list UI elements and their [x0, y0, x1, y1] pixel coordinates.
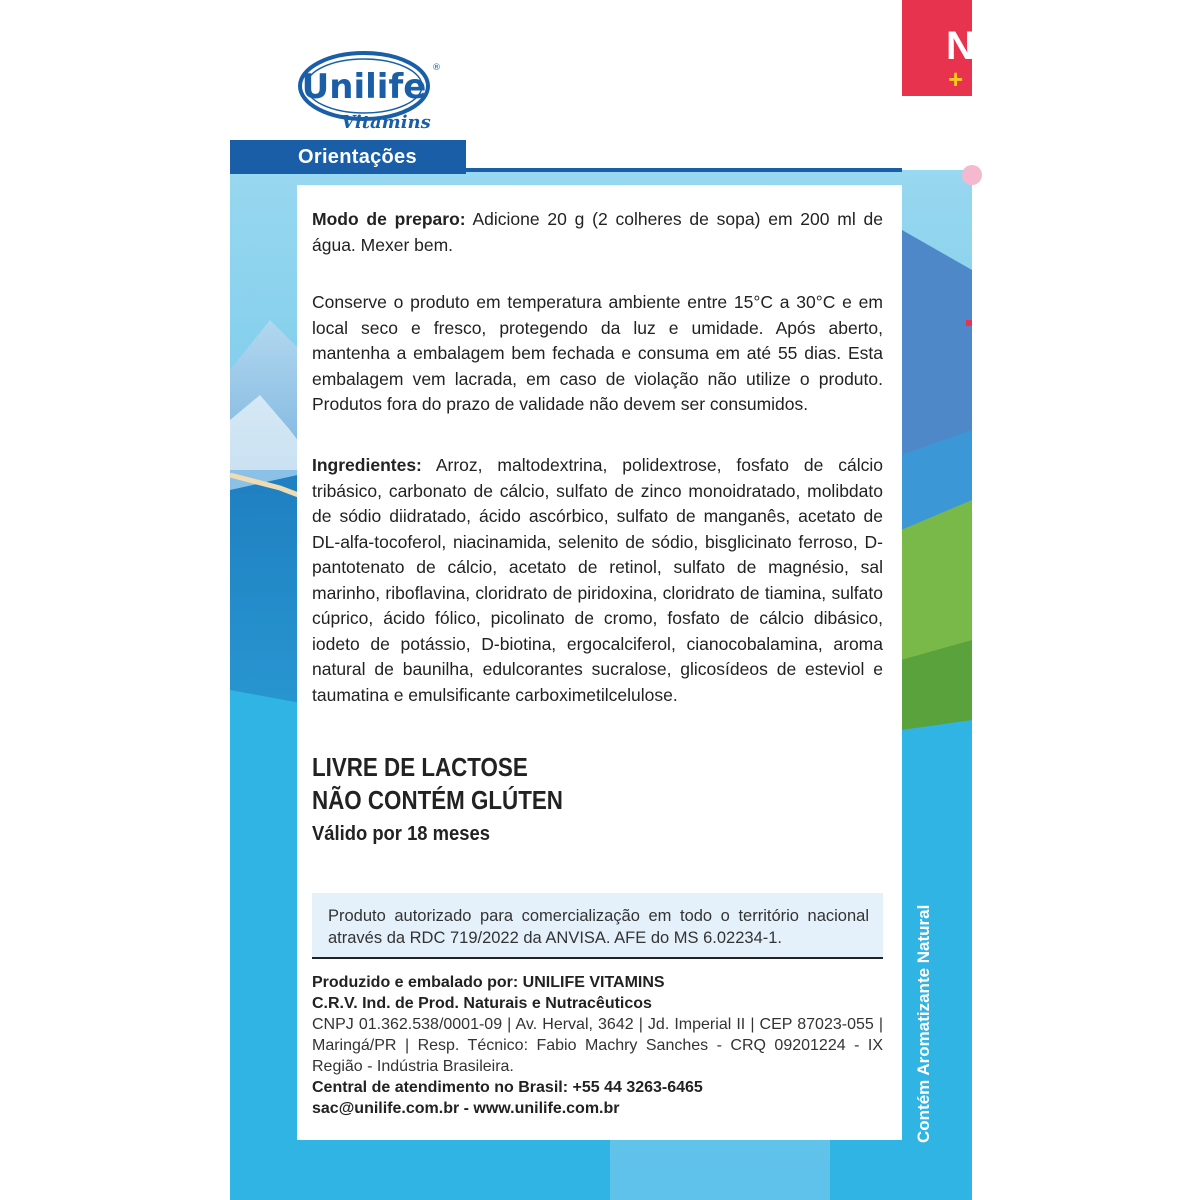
- ingredients-paragraph: [312, 453, 883, 708]
- section-tab-label: Orientações: [298, 146, 417, 168]
- company-name: C.R.V. Ind. de Prod. Naturais e Nutracêuticos: [312, 995, 652, 1012]
- ingredients-text: Arroz, maltodextrina, polidextrose, fosfato de cálcio tribásico, carbonato de cálcio, sulfato de zinco monoidratado, molibdato de sódio diidratado, ácido ascórbico, sulfato de manganês, acetato de DL-alfa-tocoferol, niacinamida, selenito de sódio, bisglicinato ferroso, D-pantotenato de cálcio, acetato de retinol, sulfato de magnésio, sal marinho, riboflavina, cloridrato de piridoxina, cloridrato de tiamina, sulfato cúprico, ácido fólico, picolinato de cromo, fosfato de cálcio dibásico, iodeto de potássio, D-biotina, ergocalciferol, cianocobalamina, aroma natural de baunilha, edulcorantes sucralose, glicosídeos de esteviol e taumatina e emulsificante carboximetilcelulose.: [312, 455, 883, 705]
- preparation-paragraph: [312, 207, 883, 258]
- label-panel: [230, 0, 975, 1200]
- information-card: [297, 185, 902, 1140]
- tab-underline: [466, 168, 902, 172]
- ingredients-label: Ingredientes:: [312, 455, 422, 475]
- logo-subtext: Vitamins: [341, 112, 431, 133]
- plus-icon: +: [948, 64, 964, 94]
- support-phone: Central de atendimento no Brasil: +55 44 3263-6465: [312, 1079, 703, 1096]
- contact-links: sac@unilife.com.br - www.unilife.com.br: [312, 1100, 620, 1117]
- storage-paragraph: Conserve o produto em temperatura ambiente entre 15°C a 30°C e em local seco e fresco, protegendo da luz e umidade. Após aberto, mantenha a embalagem bem fechada e consuma em até 55 dias. Esta embalagem vem lacrada, em caso de violação não utilize o produto. Produtos fora do prazo de validade não devem ser consumidos.: [312, 292, 883, 414]
- validity-text: Válido por 18 meses: [312, 823, 490, 845]
- regulatory-notice: [312, 893, 883, 959]
- manufacturer-info: [312, 972, 883, 1119]
- logo-wordmark: Unilife: [301, 67, 427, 107]
- registered-mark: ®: [432, 63, 441, 73]
- regulatory-notice-text: Produto autorizado para comercialização em todo o território nacional através da RDC 719/2022 da ANVISA. AFE do MS 6.02234-1.: [328, 907, 869, 947]
- vertical-caption-text: Contém Aromatizante Natural: [914, 904, 933, 1143]
- side-badge: [902, 0, 975, 96]
- preparation-label: Modo de preparo:: [312, 209, 466, 229]
- side-badge-letter: N: [946, 24, 975, 68]
- produced-by: Produzido e embalado por: UNILIFE VITAMINS: [312, 974, 665, 991]
- preparation-text: Adicione 20 g (2 colheres de sopa) em 200 ml de água. Mexer bem.: [312, 209, 883, 255]
- lactose-free-claim: LIVRE DE LACTOSE: [312, 752, 528, 782]
- section-tab: [230, 138, 466, 174]
- section-tab-bar: [230, 138, 902, 172]
- unilife-logo: [296, 48, 446, 134]
- gluten-free-claim: NÃO CONTÉM GLÚTEN: [312, 785, 563, 815]
- company-address: CNPJ 01.362.538/0001-09 | Av. Herval, 3642 | Jd. Imperial II | CEP 87023-055 | Maringá/PR | Resp. Técnico: Fabio Machry Sanches - CRQ 09201224 - IX Região - Indústria Brasileira.: [312, 1016, 883, 1075]
